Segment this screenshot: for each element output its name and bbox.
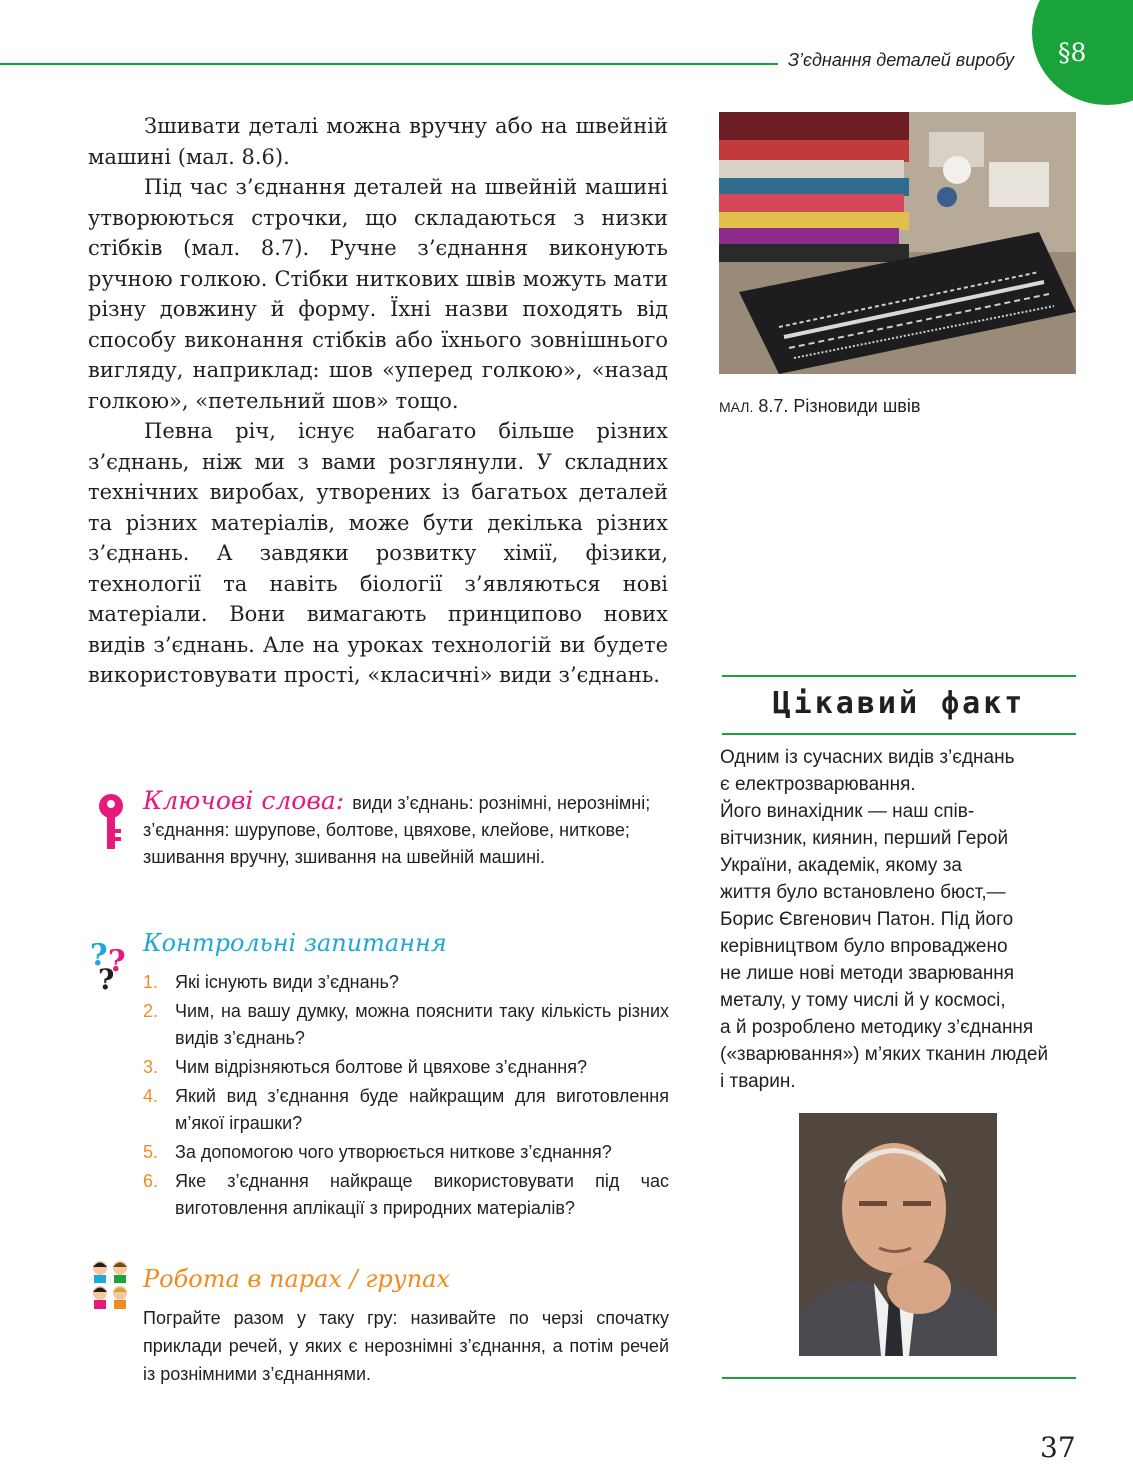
question-text: Який вид з’єднання буде найкращим для виготовлення м’якої іграшки? xyxy=(175,1086,669,1133)
keywords-heading: Ключові слова: xyxy=(143,786,345,815)
question-number: 5. xyxy=(143,1142,159,1162)
header-rule xyxy=(0,63,778,65)
group-work-heading: Робота в парах / групах xyxy=(143,1265,451,1293)
portrait-photo xyxy=(799,1113,997,1356)
fact-text: Одним із сучасних видів з’єднань є електрозварювання. Його винахідник — наш спів- вітчизник, киянин, перший Герой України, академік, якому за життя було встановлено бюст,— Борис Євгенович Патон. Під його керівництвом було впроваджено не лише нові методи зварювання металу, у тому числі й у космосі, а й розроблено методику з’єднання («зварювання») м’яких тканин людей і тварин. xyxy=(720,747,1049,1092)
page-number: 37 xyxy=(1040,1431,1076,1464)
fact-top-rule xyxy=(722,675,1076,677)
group-work-text: Пограйте разом у таку гру: називайте по черзі спочатку приклади речей, у яких є нерознімні з’єднання, а потім речей із рознімними з’єднаннями. xyxy=(143,1308,669,1384)
questions-list xyxy=(143,969,669,1224)
question-number: 2. xyxy=(143,1001,159,1021)
question-number: 4. xyxy=(143,1086,159,1106)
question-item xyxy=(143,969,669,996)
question-item xyxy=(143,1083,669,1137)
keywords-text-container xyxy=(143,787,668,871)
question-text: Чим відрізняються болтове й цвяхове з’єднання? xyxy=(175,1057,587,1077)
figure-caption xyxy=(719,396,920,417)
question-item xyxy=(143,1054,669,1081)
figure-caption-text: 8.7. Різновиди швів xyxy=(758,396,921,416)
running-header-title: З’єднання деталей виробу xyxy=(788,50,1014,70)
question-marks-icon xyxy=(90,935,130,991)
key-icon xyxy=(94,793,128,853)
fact-bottom-rule xyxy=(722,1377,1076,1379)
questions-heading: Контрольні запитання xyxy=(143,929,447,957)
portrait-illustration xyxy=(799,1113,997,1356)
fact-heading: Цікавий факт xyxy=(772,686,1026,721)
paragraph: Зшивати деталі можна вручну або на швейній машині (мал. 8.6). xyxy=(88,114,668,169)
question-text: Чим, на вашу думку, можна пояснити таку кількість різних видів з’єднань? xyxy=(175,1001,669,1048)
stitches-photo xyxy=(719,112,1076,374)
question-text: Які існують види з’єднань? xyxy=(175,972,399,992)
section-number: §8 xyxy=(1058,38,1087,67)
paragraph: Під час з’єднання деталей на швейній машині утворюються строчки, що складаються з низки стібків (мал. 8.7). Ручне з’єднання виконують ручною голкою. Стібки ниткових швів можуть мати різну довжину й форму. Їхні назви походять від способу виконання стібків або їхнього зовнішнього вигляду, наприклад: шов «уперед голкою», «назад голкою», «петельний шов» тощо. xyxy=(88,175,668,413)
question-number: 3. xyxy=(143,1057,159,1077)
stitches-illustration xyxy=(719,112,1076,374)
question-number: 6. xyxy=(143,1171,159,1191)
paragraph: Певна річ, існує набагато більше різних з’єднань, ніж ми з вами розглянули. У складних технічних виробах, утворених із багатьох деталей та різних матеріалів, може бути декілька різних з’єднань. А завдяки розвитку хімії, фізики, технології та навіть біології з’являються нові матеріали. Вони вимагають принципово нових видів з’єднань. Але на уроках технологій ви будете використовувати прості, «класичні» види з’єднань. xyxy=(88,419,668,687)
question-text: Яке з’єднання найкраще використовувати під час виготовлення аплікації з природних матеріалів? xyxy=(175,1171,669,1218)
question-item xyxy=(143,1168,669,1222)
svg-text:?: ? xyxy=(108,944,126,979)
keywords-text: види з’єднань: рознімні, нерознімні; з’єднання: шурупове, болтове, цвяхове, клейове, ниткове; зшивання вручну, зшивання на швейній машині. xyxy=(143,793,651,867)
question-item xyxy=(143,1139,669,1166)
main-text xyxy=(88,111,668,691)
svg-text:?: ? xyxy=(90,938,108,973)
question-number: 1. xyxy=(143,972,159,992)
figure-caption-prefix: МАЛ. xyxy=(719,399,754,415)
svg-text:?: ? xyxy=(98,963,115,991)
question-text: За допомогою чого утворюється ниткове з’єднання? xyxy=(175,1142,612,1162)
question-item xyxy=(143,998,669,1052)
fact-heading-rule xyxy=(722,733,1076,735)
group-work-icon xyxy=(90,1258,132,1310)
